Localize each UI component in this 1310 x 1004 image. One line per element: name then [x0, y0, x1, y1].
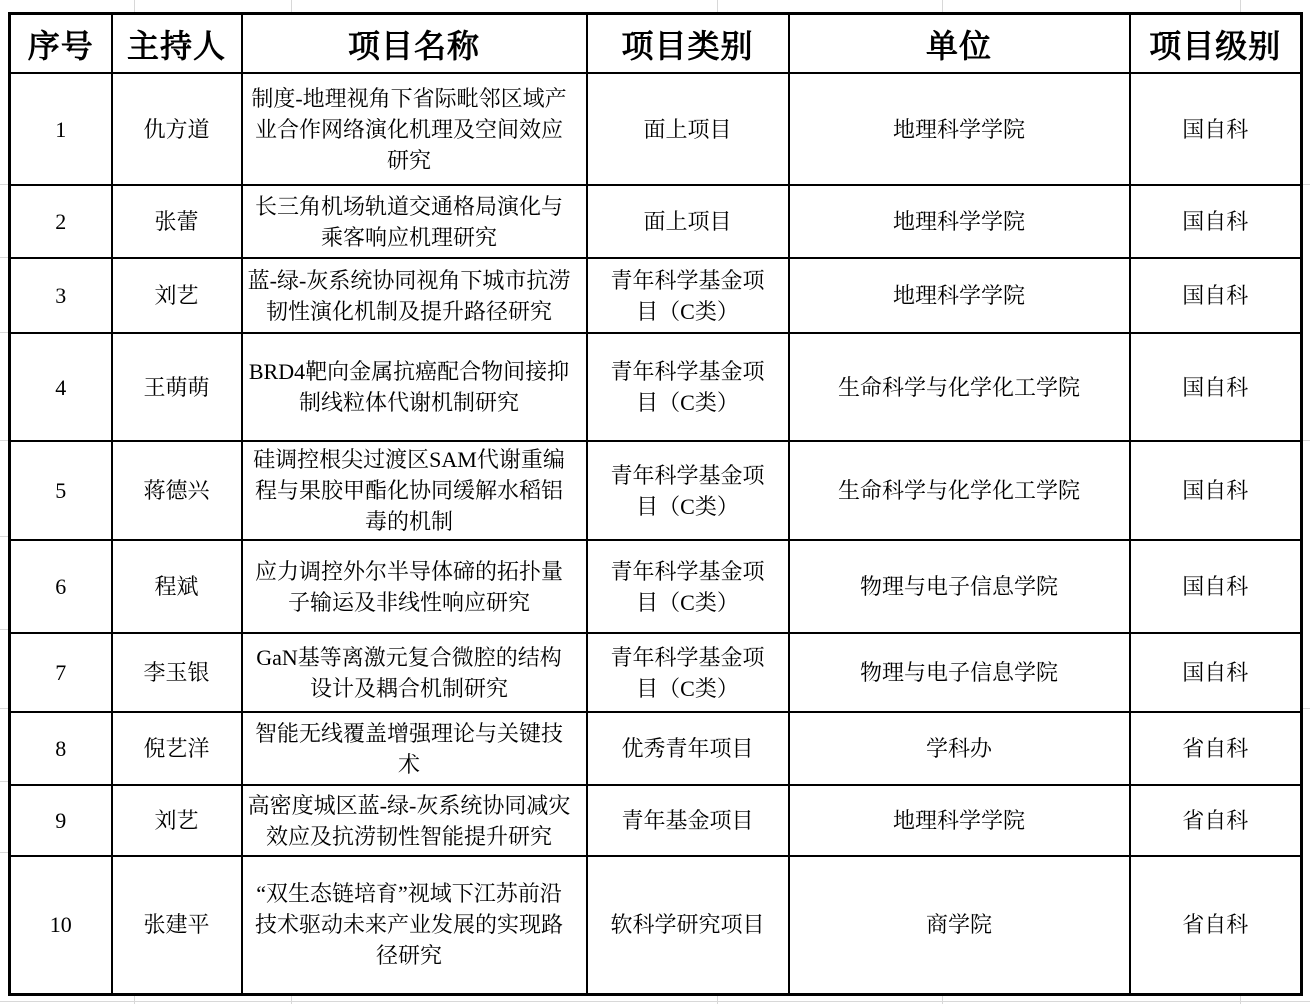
cell-level: 国自科 — [1130, 258, 1302, 333]
cell-pi: 刘艺 — [112, 785, 242, 856]
gridline — [0, 629, 8, 630]
header-row — [10, 14, 1302, 74]
cell-index: 6 — [10, 540, 112, 633]
cell-index: 10 — [10, 856, 112, 994]
table-row — [10, 258, 1302, 333]
gridline — [134, 0, 135, 12]
cell-project-name: GaN基等离激元复合微腔的结构设计及耦合机制研究 — [242, 633, 587, 712]
table-row — [10, 185, 1302, 258]
gridline — [942, 0, 943, 12]
cell-unit: 生命科学与化学化工学院 — [789, 333, 1130, 441]
gridline — [291, 0, 292, 12]
table-row — [10, 441, 1302, 540]
gridline — [0, 257, 8, 258]
table-row — [10, 856, 1302, 994]
cell-category: 青年科学基金项目（C类） — [587, 540, 789, 633]
projects-table — [8, 12, 1303, 996]
cell-pi: 程斌 — [112, 540, 242, 633]
gridline — [1240, 0, 1241, 12]
cell-project-name: 蓝-绿-灰系统协同视角下城市抗涝韧性演化机制及提升路径研究 — [242, 258, 587, 333]
cell-pi: 李玉银 — [112, 633, 242, 712]
cell-unit: 地理科学学院 — [789, 258, 1130, 333]
cell-level: 国自科 — [1130, 540, 1302, 633]
gridline — [0, 1001, 1310, 1002]
cell-category: 面上项目 — [587, 73, 789, 185]
cell-index: 3 — [10, 258, 112, 333]
gridline — [0, 184, 8, 185]
cell-project-name: 硅调控根尖过渡区SAM代谢重编程与果胶甲酯化协同缓解水稻铝毒的机制 — [242, 441, 587, 540]
cell-project-name: 高密度城区蓝-绿-灰系统协同减灾效应及抗涝韧性智能提升研究 — [242, 785, 587, 856]
cell-level: 省自科 — [1130, 856, 1302, 994]
gridline — [0, 708, 8, 709]
cell-unit: 生命科学与化学化工学院 — [789, 441, 1130, 540]
cell-level: 省自科 — [1130, 785, 1302, 856]
cell-index: 4 — [10, 333, 112, 441]
cell-project-name: 智能无线覆盖增强理论与关键技术 — [242, 712, 587, 785]
cell-category: 青年基金项目 — [587, 785, 789, 856]
cell-unit: 物理与电子信息学院 — [789, 540, 1130, 633]
cell-project-name: 长三角机场轨道交通格局演化与乘客响应机理研究 — [242, 185, 587, 258]
cell-pi: 仇方道 — [112, 73, 242, 185]
cell-project-name: 制度-地理视角下省际毗邻区域产业合作网络演化机理及空间效应研究 — [242, 73, 587, 185]
cell-index: 9 — [10, 785, 112, 856]
cell-level: 国自科 — [1130, 333, 1302, 441]
table-row — [10, 633, 1302, 712]
cell-category: 优秀青年项目 — [587, 712, 789, 785]
cell-pi: 张建平 — [112, 856, 242, 994]
gridline — [0, 852, 8, 853]
cell-pi: 张蕾 — [112, 185, 242, 258]
cell-category: 青年科学基金项目（C类） — [587, 441, 789, 540]
cell-unit: 地理科学学院 — [789, 785, 1130, 856]
gridline — [0, 781, 8, 782]
cell-index: 5 — [10, 441, 112, 540]
col-header-unit: 单位 — [789, 14, 1130, 74]
cell-category: 青年科学基金项目（C类） — [587, 333, 789, 441]
gridline — [0, 332, 8, 333]
col-header-level: 项目级别 — [1130, 14, 1302, 74]
cell-level: 国自科 — [1130, 441, 1302, 540]
cell-category: 青年科学基金项目（C类） — [587, 258, 789, 333]
table-row — [10, 73, 1302, 185]
cell-index: 1 — [10, 73, 112, 185]
cell-category: 软科学研究项目 — [587, 856, 789, 994]
cell-pi: 刘艺 — [112, 258, 242, 333]
col-header-index: 序号 — [10, 14, 112, 74]
gridline — [717, 0, 718, 12]
cell-project-name: BRD4靶向金属抗癌配合物间接抑制线粒体代谢机制研究 — [242, 333, 587, 441]
table-row — [10, 785, 1302, 856]
cell-index: 8 — [10, 712, 112, 785]
cell-unit: 地理科学学院 — [789, 185, 1130, 258]
cell-level: 国自科 — [1130, 73, 1302, 185]
table-row — [10, 540, 1302, 633]
gridline — [0, 440, 8, 441]
cell-pi: 王萌萌 — [112, 333, 242, 441]
cell-pi: 蒋德兴 — [112, 441, 242, 540]
cell-project-name: 应力调控外尔半导体碲的拓扑量子输运及非线性响应研究 — [242, 540, 587, 633]
col-header-pi: 主持人 — [112, 14, 242, 74]
col-header-category: 项目类别 — [587, 14, 789, 74]
cell-unit: 地理科学学院 — [789, 73, 1130, 185]
cell-category: 面上项目 — [587, 185, 789, 258]
gridline — [0, 536, 8, 537]
cell-unit: 物理与电子信息学院 — [789, 633, 1130, 712]
cell-index: 7 — [10, 633, 112, 712]
col-header-name: 项目名称 — [242, 14, 587, 74]
cell-category: 青年科学基金项目（C类） — [587, 633, 789, 712]
cell-level: 省自科 — [1130, 712, 1302, 785]
table-row — [10, 712, 1302, 785]
cell-unit: 学科办 — [789, 712, 1130, 785]
cell-unit: 商学院 — [789, 856, 1130, 994]
cell-pi: 倪艺洋 — [112, 712, 242, 785]
cell-level: 国自科 — [1130, 633, 1302, 712]
table-row — [10, 333, 1302, 441]
cell-project-name: “双生态链培育”视域下江苏前沿技术驱动未来产业发展的实现路径研究 — [242, 856, 587, 994]
cell-level: 国自科 — [1130, 185, 1302, 258]
cell-index: 2 — [10, 185, 112, 258]
